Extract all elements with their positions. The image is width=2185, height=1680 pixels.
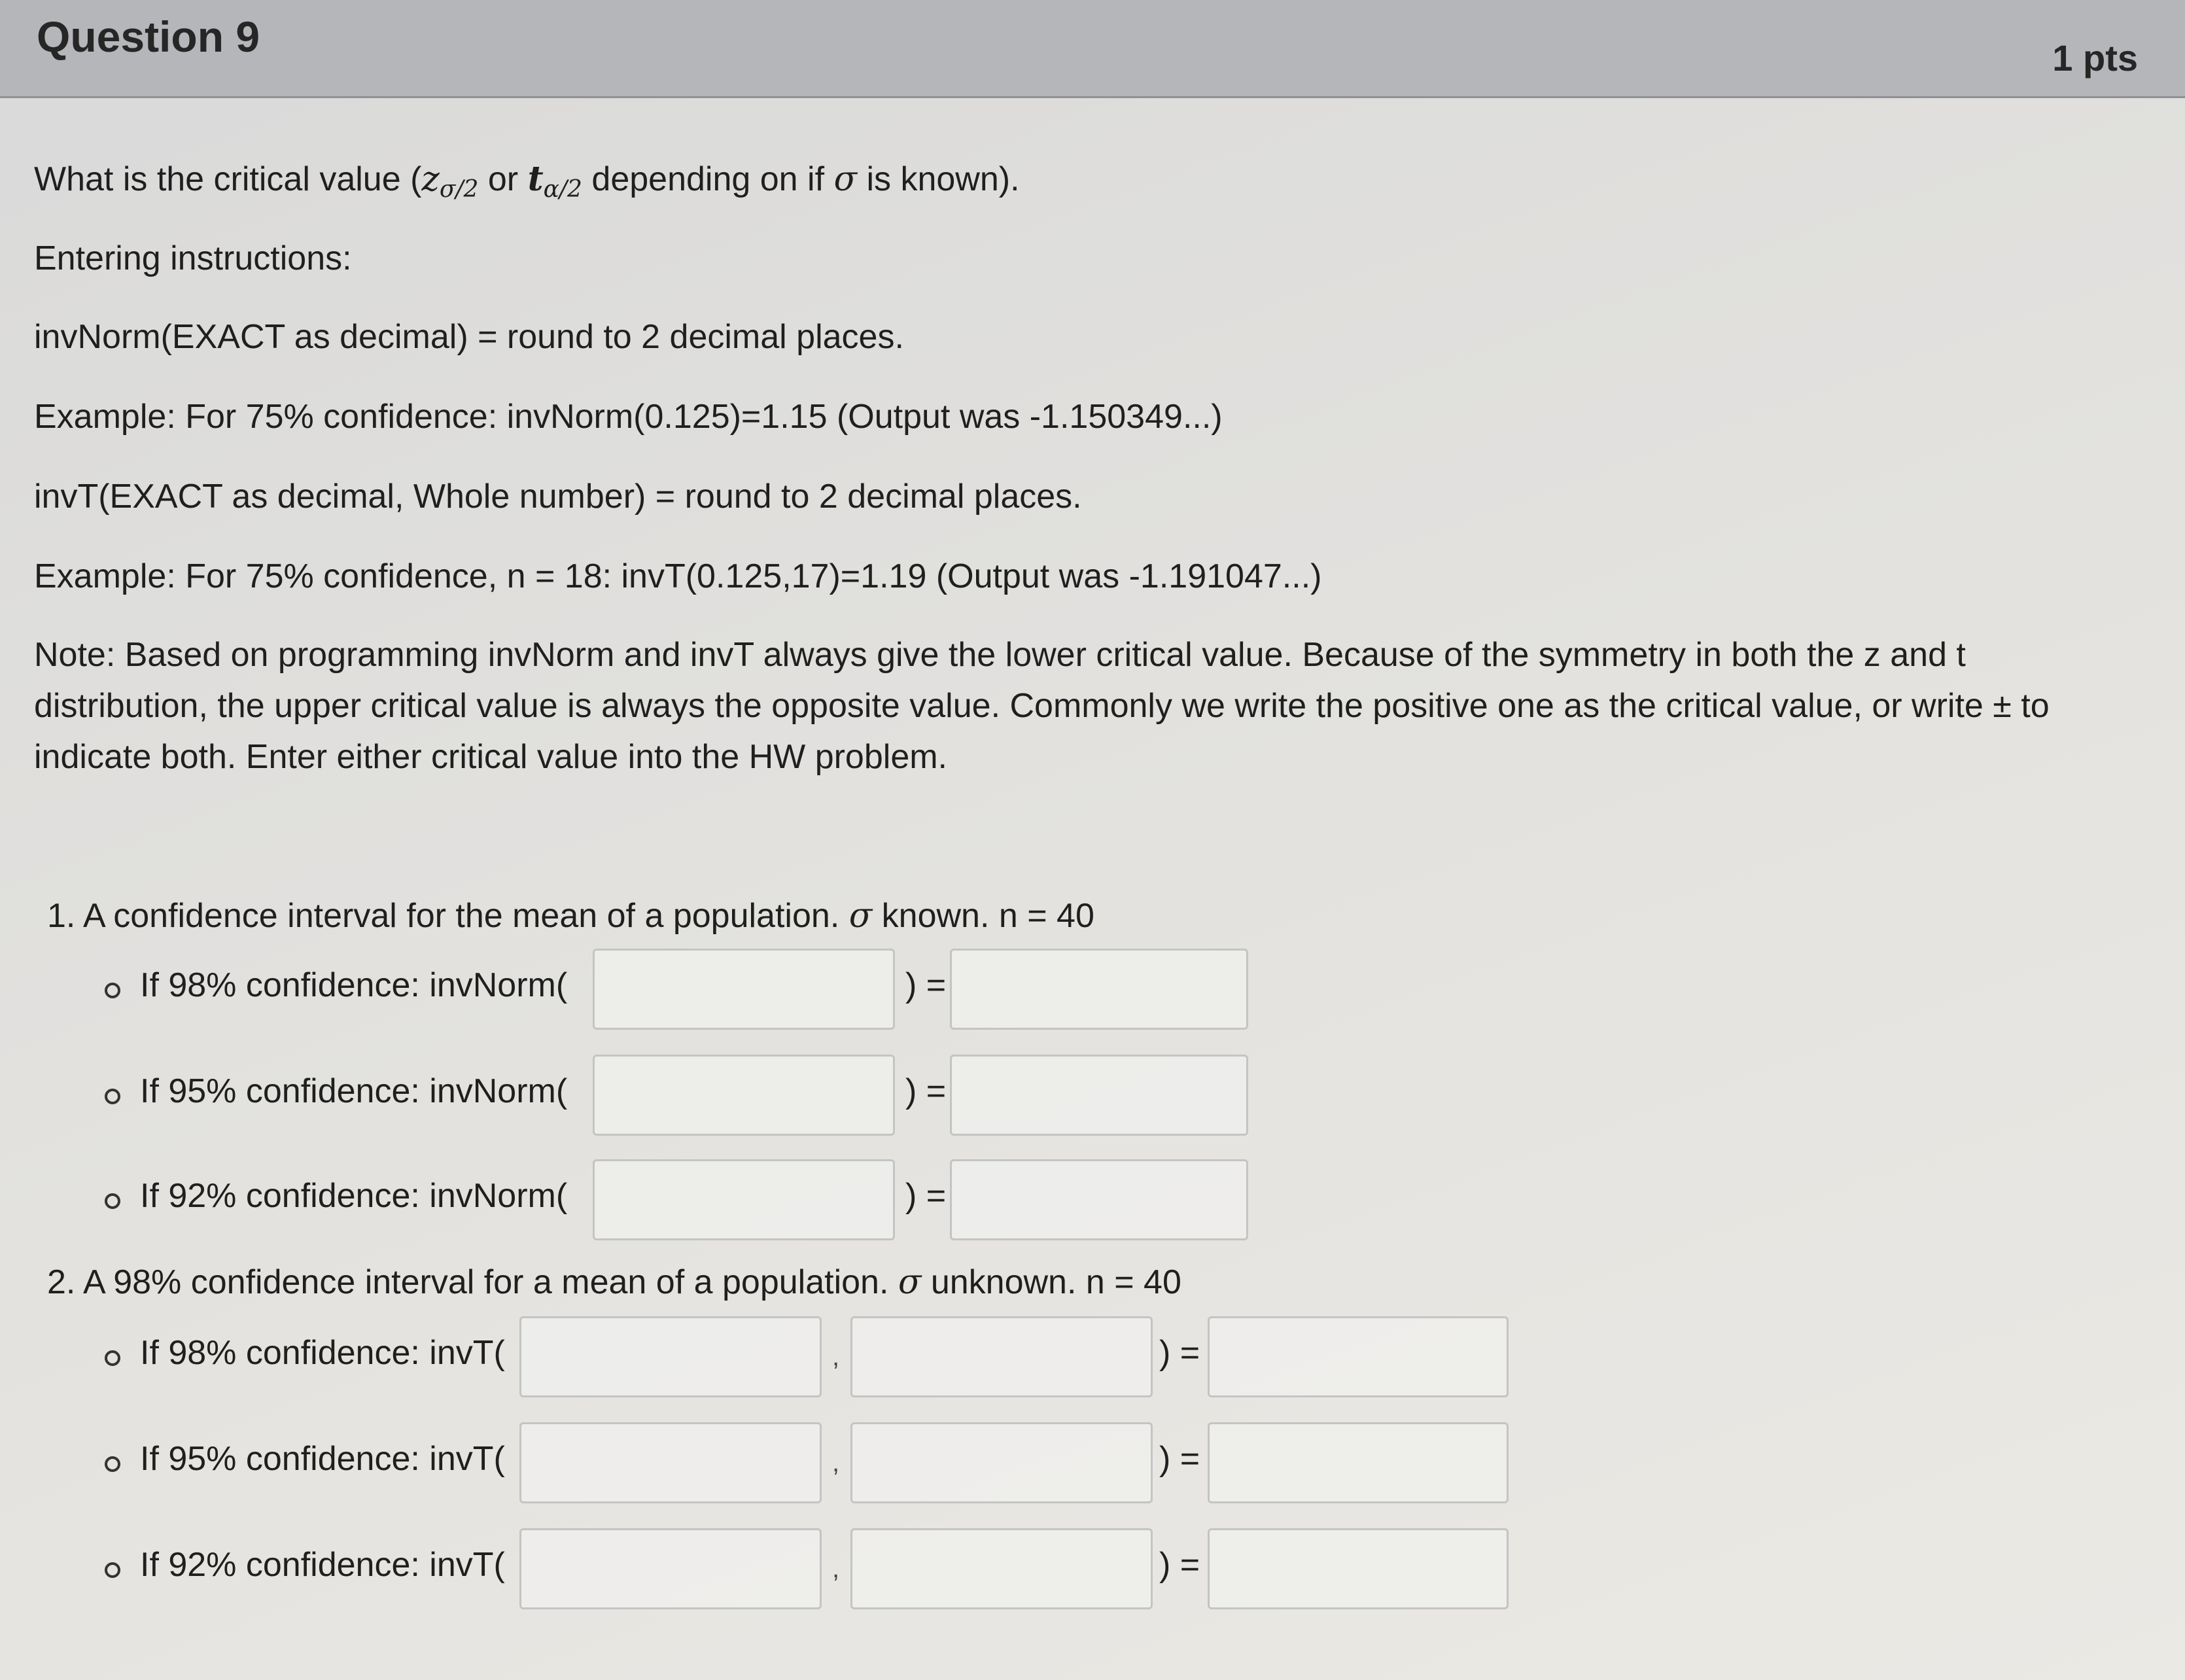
- invt-result-input-92[interactable]: [1208, 1528, 1509, 1609]
- entering-instructions-heading: Entering instructions:: [34, 239, 352, 277]
- invt-area-input-95[interactable]: [519, 1422, 822, 1503]
- invt-df-input-95[interactable]: [850, 1422, 1153, 1503]
- invt-rule: invT(EXACT as decimal, Whole number) = round to 2 decimal places.: [34, 478, 1082, 516]
- invnorm-area-input-98[interactable]: [593, 949, 895, 1030]
- row-label: If 98% confidence: invT(: [140, 1334, 505, 1372]
- bullet-icon: [105, 1089, 120, 1104]
- equals-label: ) =: [905, 966, 947, 1004]
- bullet-icon: [105, 1562, 120, 1578]
- part2-row-92: [0, 1528, 2185, 1613]
- invt-df-input-98[interactable]: [850, 1316, 1153, 1397]
- question-header: [0, 0, 2185, 98]
- invnorm-result-input-98[interactable]: [950, 949, 1248, 1030]
- invt-area-input-92[interactable]: [519, 1528, 822, 1609]
- question-prompt: What is the critical value ($z_{\sigma/2}$ or $t_{\alpha/2}$ depending on if σ is known).: [34, 159, 1020, 203]
- invt-result-input-95[interactable]: [1208, 1422, 1509, 1503]
- invt-result-input-98[interactable]: [1208, 1316, 1509, 1397]
- row-label: If 92% confidence: invNorm(: [140, 1177, 568, 1215]
- equals-label: ) =: [1159, 1546, 1200, 1584]
- comma-separator: ,: [832, 1448, 840, 1477]
- part1-row-92: [0, 1159, 2185, 1244]
- invt-example: Example: For 75% confidence, n = 18: invT(0.125,17)=1.19 (Output was -1.191047...): [34, 557, 1322, 595]
- row-label: If 92% confidence: invT(: [140, 1546, 505, 1584]
- invnorm-area-input-92[interactable]: [593, 1159, 895, 1240]
- invnorm-result-input-95[interactable]: [950, 1055, 1248, 1136]
- invnorm-rule: invNorm(EXACT as decimal) = round to 2 decimal places.: [34, 318, 904, 356]
- equals-label: ) =: [1159, 1334, 1200, 1372]
- row-label: If 95% confidence: invNorm(: [140, 1072, 568, 1110]
- comma-separator: ,: [832, 1554, 840, 1583]
- equals-label: ) =: [905, 1072, 947, 1110]
- part1-row-95: [0, 1055, 2185, 1140]
- part2-row-98: [0, 1316, 2185, 1401]
- part2-title: 2. A 98% confidence interval for a mean of a population. σ unknown. n = 40: [47, 1263, 1181, 1302]
- invnorm-example: Example: For 75% confidence: invNorm(0.125)=1.15 (Output was -1.150349...): [34, 398, 1223, 436]
- part2-row-95: [0, 1422, 2185, 1507]
- comma-separator: ,: [832, 1342, 840, 1371]
- part1-row-98: [0, 949, 2185, 1034]
- question-points: 1 pts: [2052, 37, 2138, 79]
- equals-label: ) =: [905, 1177, 947, 1215]
- row-label: If 95% confidence: invT(: [140, 1440, 505, 1478]
- question-title: Question 9: [37, 12, 260, 61]
- equals-label: ) =: [1159, 1440, 1200, 1478]
- invnorm-result-input-92[interactable]: [950, 1159, 1248, 1240]
- note-paragraph: Note: Based on programming invNorm and invT always give the lower critical value. Because of the symmetry in both the z and t distribution, the upper critical value is always the opposite value. Commonly we write the positive one as the critical value, or write ± to indicate both. Enter either critical value into the HW problem.: [34, 636, 2050, 776]
- bullet-icon: [105, 1456, 120, 1472]
- plus-minus-symbol: ±: [1993, 687, 2012, 725]
- bullet-icon: [105, 1350, 120, 1366]
- invnorm-area-input-95[interactable]: [593, 1055, 895, 1136]
- part1-title: 1. A confidence interval for the mean of a population. σ known. n = 40: [47, 896, 1094, 936]
- bullet-icon: [105, 983, 120, 998]
- bullet-icon: [105, 1193, 120, 1209]
- row-label: If 98% confidence: invNorm(: [140, 966, 568, 1004]
- invt-df-input-92[interactable]: [850, 1528, 1153, 1609]
- invt-area-input-98[interactable]: [519, 1316, 822, 1397]
